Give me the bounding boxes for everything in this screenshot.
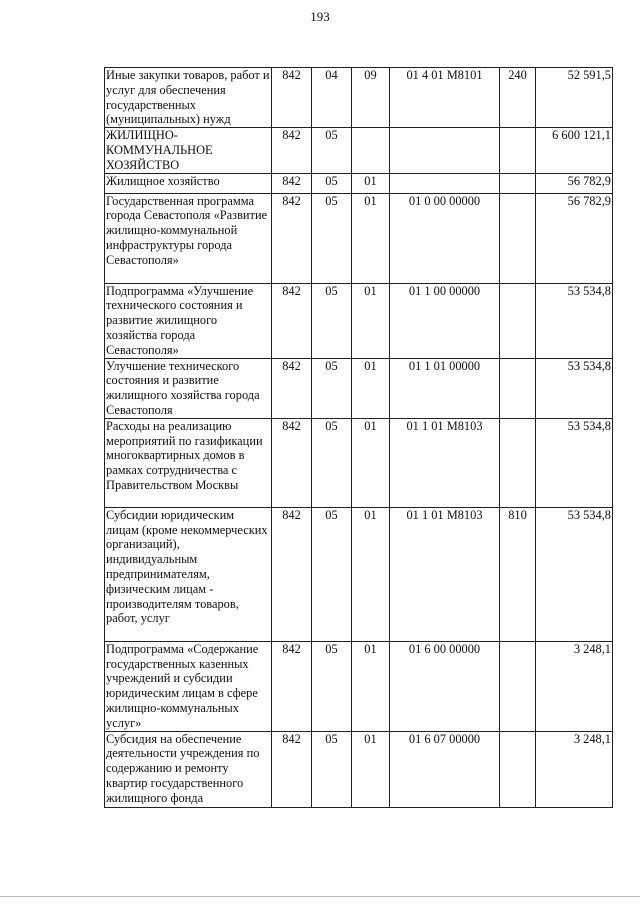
row-section-code: 04 — [312, 68, 352, 128]
row-department-code: 842 — [272, 507, 312, 641]
row-subsection-code — [352, 128, 390, 173]
table-row — [105, 193, 613, 283]
table-row — [105, 283, 613, 358]
row-sum: 3 248,1 — [536, 641, 613, 731]
row-section-code: 05 — [312, 358, 352, 418]
row-target-item-code — [390, 128, 500, 173]
row-subsection-code: 01 — [352, 507, 390, 641]
row-section-code: 05 — [312, 283, 352, 358]
row-sum: 3 248,1 — [536, 731, 613, 807]
table-row — [105, 173, 613, 193]
row-section-code: 05 — [312, 641, 352, 731]
row-sum: 56 782,9 — [536, 193, 613, 283]
row-target-item-code — [390, 173, 500, 193]
row-section-code: 05 — [312, 731, 352, 807]
row-department-code: 842 — [272, 283, 312, 358]
row-expense-type-code — [500, 193, 536, 283]
row-name: Субсидия на обеспечение деятельности учреждения по содержанию и ремонту квартир государственного жилищного фонда — [105, 731, 272, 807]
row-name: Подпрограмма «Улучшение технического состояния и развитие жилищного хозяйства города Севастополя» — [105, 283, 272, 358]
row-target-item-code: 01 1 01 00000 — [390, 358, 500, 418]
budget-table — [104, 67, 613, 808]
table-row — [105, 418, 613, 507]
row-name: Подпрограмма «Содержание государственных казенных учреждений и субсидии юридическим лицам в сфере жилищно-коммунальных услуг» — [105, 641, 272, 731]
row-sum: 52 591,5 — [536, 68, 613, 128]
row-department-code: 842 — [272, 193, 312, 283]
row-expense-type-code: 810 — [500, 507, 536, 641]
row-sum: 53 534,8 — [536, 283, 613, 358]
row-department-code: 842 — [272, 731, 312, 807]
row-target-item-code: 01 6 00 00000 — [390, 641, 500, 731]
row-expense-type-code — [500, 641, 536, 731]
row-expense-type-code — [500, 358, 536, 418]
row-expense-type-code — [500, 128, 536, 173]
table-row — [105, 731, 613, 807]
row-name: Расходы на реализацию мероприятий по газификации многоквартирных домов в рамках сотрудничества с Правительством Москвы — [105, 418, 272, 507]
row-expense-type-code — [500, 731, 536, 807]
row-name: Субсидии юридическим лицам (кроме некоммерческих организаций), индивидуальным предпринимателям, физическим лицам - производителям товаров, работ, услуг — [105, 507, 272, 641]
row-name: Государственная программа города Севастополя «Развитие жилищно-коммунальной инфраструктуры города Севастополя» — [105, 193, 272, 283]
table-row — [105, 128, 613, 173]
row-target-item-code: 01 1 01 М8103 — [390, 507, 500, 641]
row-department-code: 842 — [272, 128, 312, 173]
row-section-code: 05 — [312, 173, 352, 193]
row-department-code: 842 — [272, 173, 312, 193]
row-name: Иные закупки товаров, работ и услуг для обеспечения государственных (муниципальных) нужд — [106, 68, 270, 127]
row-subsection-code: 01 — [352, 193, 390, 283]
table-row — [105, 641, 613, 731]
row-subsection-code: 01 — [352, 358, 390, 418]
row-department-code: 842 — [272, 418, 312, 507]
row-department-code: 842 — [272, 68, 312, 128]
row-expense-type-code — [500, 173, 536, 193]
row-subsection-code: 01 — [352, 641, 390, 731]
row-subsection-code: 01 — [352, 731, 390, 807]
row-sum: 6 600 121,1 — [536, 128, 613, 173]
row-subsection-code: 01 — [352, 418, 390, 507]
table-row — [105, 68, 613, 128]
row-name: ЖИЛИЩНО-КОММУНАЛЬНОЕ ХОЗЯЙСТВО — [105, 128, 272, 173]
row-sum: 53 534,8 — [536, 418, 613, 507]
row-section-code: 05 — [312, 193, 352, 283]
row-section-code: 05 — [312, 128, 352, 173]
page-number: 193 — [310, 9, 330, 24]
row-expense-type-code — [500, 283, 536, 358]
row-target-item-code: 01 6 07 00000 — [390, 731, 500, 807]
row-department-code: 842 — [272, 641, 312, 731]
row-sum: 53 534,8 — [536, 507, 613, 641]
row-subsection-code: 01 — [352, 173, 390, 193]
row-target-item-code: 01 1 00 00000 — [390, 283, 500, 358]
row-expense-type-code: 240 — [500, 68, 536, 128]
row-subsection-code: 09 — [352, 68, 390, 128]
row-sum: 53 534,8 — [536, 358, 613, 418]
row-section-code: 05 — [312, 507, 352, 641]
row-subsection-code: 01 — [352, 283, 390, 358]
page-bottom-divider — [0, 896, 640, 897]
row-target-item-code: 01 4 01 М8101 — [390, 68, 500, 128]
row-target-item-code: 01 1 01 М8103 — [390, 418, 500, 507]
table-row — [105, 507, 613, 641]
row-department-code: 842 — [272, 358, 312, 418]
row-name: Жилищное хозяйство — [105, 173, 272, 193]
row-target-item-code: 01 0 00 00000 — [390, 193, 500, 283]
row-name: Улучшение технического состояния и развитие жилищного хозяйства города Севастополя — [105, 358, 272, 418]
row-section-code: 05 — [312, 418, 352, 507]
row-expense-type-code — [500, 418, 536, 507]
table-row — [105, 358, 613, 418]
row-sum: 56 782,9 — [536, 173, 613, 193]
